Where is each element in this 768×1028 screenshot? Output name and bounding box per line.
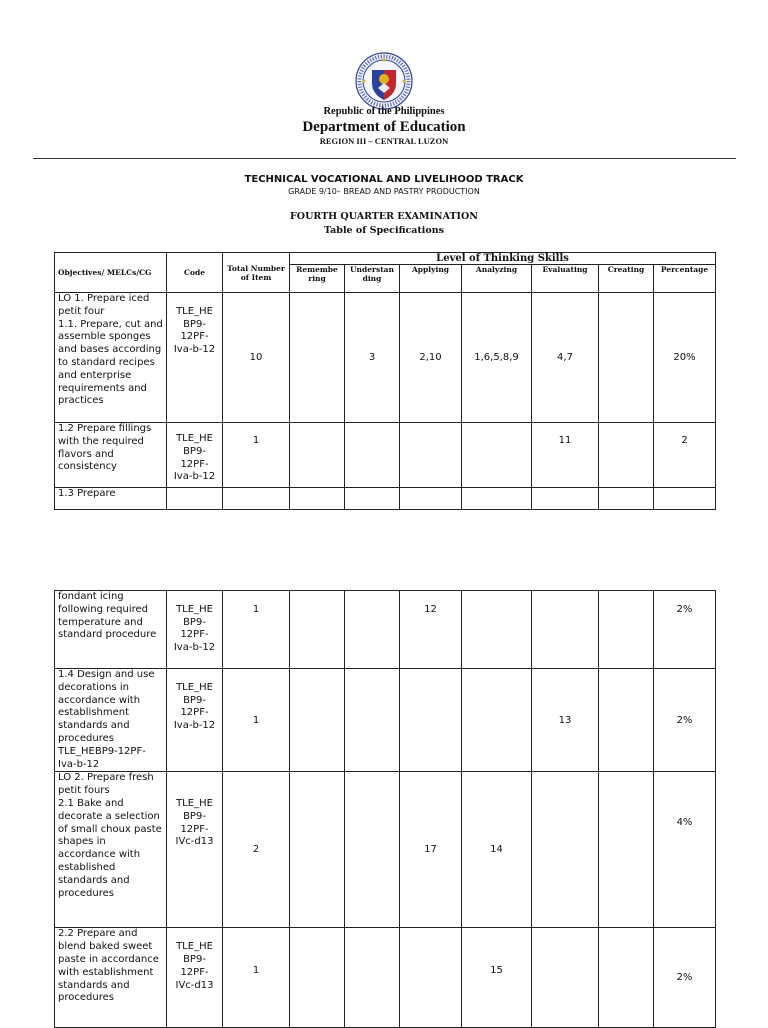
grade-subtitle: GRADE 9/10– BREAD AND PASTRY PRODUCTION <box>288 187 480 196</box>
header-total-items: Total Number of Item <box>223 253 290 293</box>
code-cell: TLE_HE BP9- 12PF- Iva-b-12 <box>167 293 223 423</box>
percentage-cell: 2% <box>654 928 716 1028</box>
percentage-cell: 2 <box>654 423 716 488</box>
analyzing-cell <box>462 591 532 669</box>
objective-cell: 1.2 Prepare fillings with the required flavors and consistency <box>55 423 167 488</box>
analyzing-cell: 15 <box>462 928 532 1028</box>
total-cell: 2 <box>223 772 290 928</box>
remembering-cell <box>290 293 345 423</box>
remembering-cell <box>290 423 345 488</box>
table-row <box>55 772 716 928</box>
applying-cell <box>400 488 462 510</box>
creating-cell <box>599 772 654 928</box>
remembering-cell <box>290 772 345 928</box>
remembering-cell <box>290 669 345 772</box>
percentage-cell <box>654 488 716 510</box>
code-cell: TLE_HE BP9- 12PF- Iva-b-12 <box>167 423 223 488</box>
code-cell: TLE_HE BP9- 12PF- Iva-b-12 <box>167 591 223 669</box>
table-subtitle: Table of Specifications <box>323 225 445 236</box>
header-objectives: Objectives/ MELCs/CG <box>55 253 167 293</box>
applying-cell: 2,10 <box>400 293 462 423</box>
table-row <box>55 591 716 669</box>
understanding-cell <box>345 591 400 669</box>
objective-cell: LO 1. Prepare iced petit four 1.1. Prepare, cut and assemble sponges and bases according to standard recipes and enterprise requirements and practices <box>55 293 167 423</box>
header-remembering: Remembe ring <box>290 265 345 293</box>
total-cell: 1 <box>223 928 290 1028</box>
header-evaluating: Evaluating <box>532 265 599 293</box>
evaluating-cell <box>532 928 599 1028</box>
specifications-table-part1 <box>54 252 716 510</box>
evaluating-cell: 13 <box>532 669 599 772</box>
header-applying: Applying <box>400 265 462 293</box>
department-title: Department of Education <box>302 119 466 135</box>
region-label: REGION III – CENTRAL LUZON <box>319 136 449 146</box>
header-level-of-thinking: Level of Thinking Skills <box>290 253 716 265</box>
header-analyzing: Analyzing <box>462 265 532 293</box>
code-cell <box>167 488 223 510</box>
objective-cell: fondant icing following required temperature and standard procedure <box>55 591 167 669</box>
republic-label: Republic of the Philippines <box>323 106 445 117</box>
table-row <box>55 928 716 1028</box>
analyzing-cell <box>462 423 532 488</box>
percentage-cell: 4% <box>654 772 716 928</box>
creating-cell <box>599 928 654 1028</box>
evaluating-cell: 11 <box>532 423 599 488</box>
applying-cell <box>400 423 462 488</box>
specifications-table-part2 <box>54 590 716 1028</box>
evaluating-cell <box>532 591 599 669</box>
code-cell: TLE_HE BP9- 12PF- IVc-d13 <box>167 772 223 928</box>
code-cell: TLE_HE BP9- 12PF- IVc-d13 <box>167 928 223 1028</box>
analyzing-cell <box>462 488 532 510</box>
exam-title: FOURTH QUARTER EXAMINATION <box>290 211 478 222</box>
track-title: TECHNICAL VOCATIONAL AND LIVELIHOOD TRACK <box>244 174 524 185</box>
code-cell: TLE_HE BP9- 12PF- Iva-b-12 <box>167 669 223 772</box>
table-row <box>55 488 716 510</box>
applying-cell: 12 <box>400 591 462 669</box>
evaluating-cell <box>532 488 599 510</box>
understanding-cell <box>345 928 400 1028</box>
applying-cell <box>400 669 462 772</box>
table-row <box>55 669 716 772</box>
understanding-cell <box>345 669 400 772</box>
header-creating: Creating <box>599 265 654 293</box>
objective-cell: LO 2. Prepare fresh petit fours 2.1 Bake and decorate a selection of small choux paste shapes in accordance with established standards and procedures <box>55 772 167 928</box>
percentage-cell: 20% <box>654 293 716 423</box>
creating-cell <box>599 293 654 423</box>
applying-cell: 17 <box>400 772 462 928</box>
percentage-cell: 2% <box>654 669 716 772</box>
table-row <box>55 423 716 488</box>
objective-cell: 1.3 Prepare <box>55 488 167 510</box>
total-cell: 1 <box>223 669 290 772</box>
remembering-cell <box>290 928 345 1028</box>
header-understanding: Understan ding <box>345 265 400 293</box>
applying-cell <box>400 928 462 1028</box>
analyzing-cell <box>462 669 532 772</box>
header-code: Code <box>167 253 223 293</box>
understanding-cell: 3 <box>345 293 400 423</box>
total-cell <box>223 488 290 510</box>
header-divider <box>33 158 736 159</box>
remembering-cell <box>290 591 345 669</box>
creating-cell <box>599 591 654 669</box>
analyzing-cell: 1,6,5,8,9 <box>462 293 532 423</box>
analyzing-cell: 14 <box>462 772 532 928</box>
evaluating-cell <box>532 772 599 928</box>
total-cell: 10 <box>223 293 290 423</box>
evaluating-cell: 4,7 <box>532 293 599 423</box>
objective-cell: 1.4 Design and use decorations in accordance with establishment standards and procedures TLE_HEBP9-12PF-Iva-b-12 <box>55 669 167 772</box>
creating-cell <box>599 488 654 510</box>
creating-cell <box>599 669 654 772</box>
percentage-cell: 2% <box>654 591 716 669</box>
deped-seal-logo <box>355 52 413 110</box>
table-row <box>55 293 716 423</box>
creating-cell <box>599 423 654 488</box>
total-cell: 1 <box>223 591 290 669</box>
remembering-cell <box>290 488 345 510</box>
objective-cell: 2.2 Prepare and blend baked sweet paste in accordance with establishment standards and procedures <box>55 928 167 1028</box>
understanding-cell <box>345 423 400 488</box>
understanding-cell <box>345 772 400 928</box>
total-cell: 1 <box>223 423 290 488</box>
understanding-cell <box>345 488 400 510</box>
header-percentage: Percentage <box>654 265 716 293</box>
